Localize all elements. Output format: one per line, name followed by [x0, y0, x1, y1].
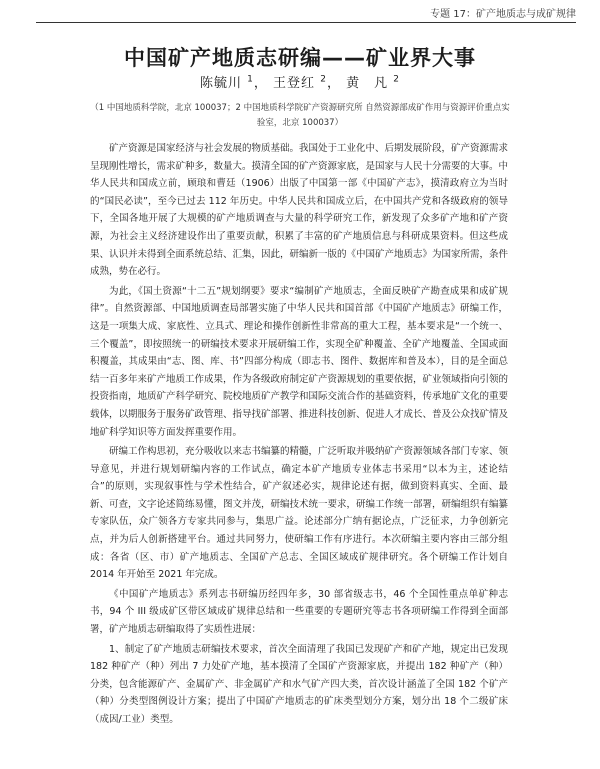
header-rule — [36, 22, 576, 23]
author-affil-mark: 2 — [320, 74, 327, 85]
author-name: 黄 凡 — [346, 76, 389, 91]
author-affil-mark: 2 — [393, 74, 400, 85]
author-affil-mark: 1 — [247, 74, 254, 85]
author-name: 王登红 — [273, 76, 316, 91]
article-title: 中国矿产地质志研编——矿业界大事 — [124, 46, 476, 70]
paragraph: 矿产资源是国家经济与社会发展的物质基础。我国处于工业化中、后期发展阶段，矿产资源需求呈现刚性增长，需求矿种多，数量大。摸清全国的矿产资源家底，是国家与人民十分需要的大事。中华人民共和国成立前，顾琅和曹廷（1906）出版了中国第一部《中国矿产志》，摸清政府立为当时的“国民必读”，至今已过去 112 年历史。中华人民共和国成立后，在中国共产党和各级政府的领导下，全国各地开展了大规模的矿产地质调查与大量的科学研究工作，新发现了众多矿产地和矿产资源，为社会主义经济建设作出了重要贡献，积累了丰富的矿产地质信息与科研成果资料。但这些成果、认识并未得到全面系统总结、汇集，因此，研编新一版的《中国矿产地质志》为国家所需，条件成熟，势在必行。 — [90, 143, 509, 278]
paragraph: 为此，《国土资源“十二五”规划纲要》要求“编制矿产地质志，全面反映矿产勘查成果和成矿规律”。自然资源部、中国地质调查局部署实施了中华人民共和国首部《中国矿产地质志》研编工作，这是一项集大成、家底性、立具式、理论和操作创新性非常高的重大工程，基本要求是“一个统一、三个覆盖”，即按照统一的研编技术要求开展研编工作，实现全矿种覆盖、全矿产地覆盖、全国或面积覆盖，其成果由“志、图、库、书”四部分构成（即志书、图件、数据库和普及本），目的是全面总结一百多年来矿产地质工作成果，作为各级政府制定矿产资源规划的重要依据，矿业领域指向引领的投资指南，地质矿产科学研究、院校地质矿产教学和国际交流合作的基础资料，传承地矿文化的重要载体，以期服务于服务矿政管理、指导找矿部署、推进科技创新、促进人才成长、普及公众找矿情及地矿科学知识等方面发挥重要作用。 — [90, 285, 509, 438]
paragraph: 1、制定了矿产地质志研编技术要求，首次全面清理了我国已发现矿产和矿产地，规定出已发现 182 种矿产（种）列出 7 力处矿产地，基本摸清了全国矿产资源家底，并提出 182 种矿产（种）分类，包含能源矿产、金属矿产、非金属矿产和水气矿产四大类，首次设计涵盖了全国 182 个矿产（种）分类型图例设计方案；提出了中国矿产地质志的矿床类型划分方案，划分出 18 个二级矿床（成因/工业）类型。 — [90, 643, 508, 725]
article-body — [90, 140, 508, 729]
paragraph: 研编工作构思初，充分吸收以来志书编纂的精髓，广泛听取并吸纳矿产资源领域各部门专家、领导意见，并进行规划研编内容的工作试点，确定本矿产地质专业体志书采用“以本为主，述论结合”的原则，实现叙事性与学术性结合，矿产叙述必实，规律论述有据，做到资料真实、全面、最新、可查，文字论述简练易懂，图文并茂，研编技术统一要求，研编工作统一部署，研编组织有编纂专家队伍，众广领各方专家共同参与，集思广益。论述部分广纳有据论点，广泛征求，力争创新完点，并为后人创新搭建平台。通过共同努力，使研编工作有序进行。本次研编主要内容由三部分组成：各省（区、市）矿产地质志、全国矿产总志、全国区域成矿规律研究。各个研编工作计划自 2014 年开始至 2021 年完成。 — [90, 446, 509, 581]
paragraph: 《中国矿产地质志》系列志书研编历经四年多，30 部省级志书，46 个全国性重点单矿种志书，94 个 III 级成矿区带区域成矿规律总结和一些重要的专题研究等志书各项研编工作得到全面部署，矿产地质志研编取得了实质性进展： — [90, 588, 508, 636]
author-list: 陈毓川 $^1$， 王登红 $^2$， 黄 凡 $^2$ — [200, 74, 400, 91]
author-name: 陈毓川 — [200, 76, 243, 91]
running-head: 专题 17：矿产地质志与成矿规律 — [430, 9, 576, 20]
affiliation: （1 中国地质科学院，北京 100037；2 中国地质科学院矿产资源研究所 自然资源部成矿作用与资源评价重点实验室，北京 100037） — [90, 103, 510, 128]
